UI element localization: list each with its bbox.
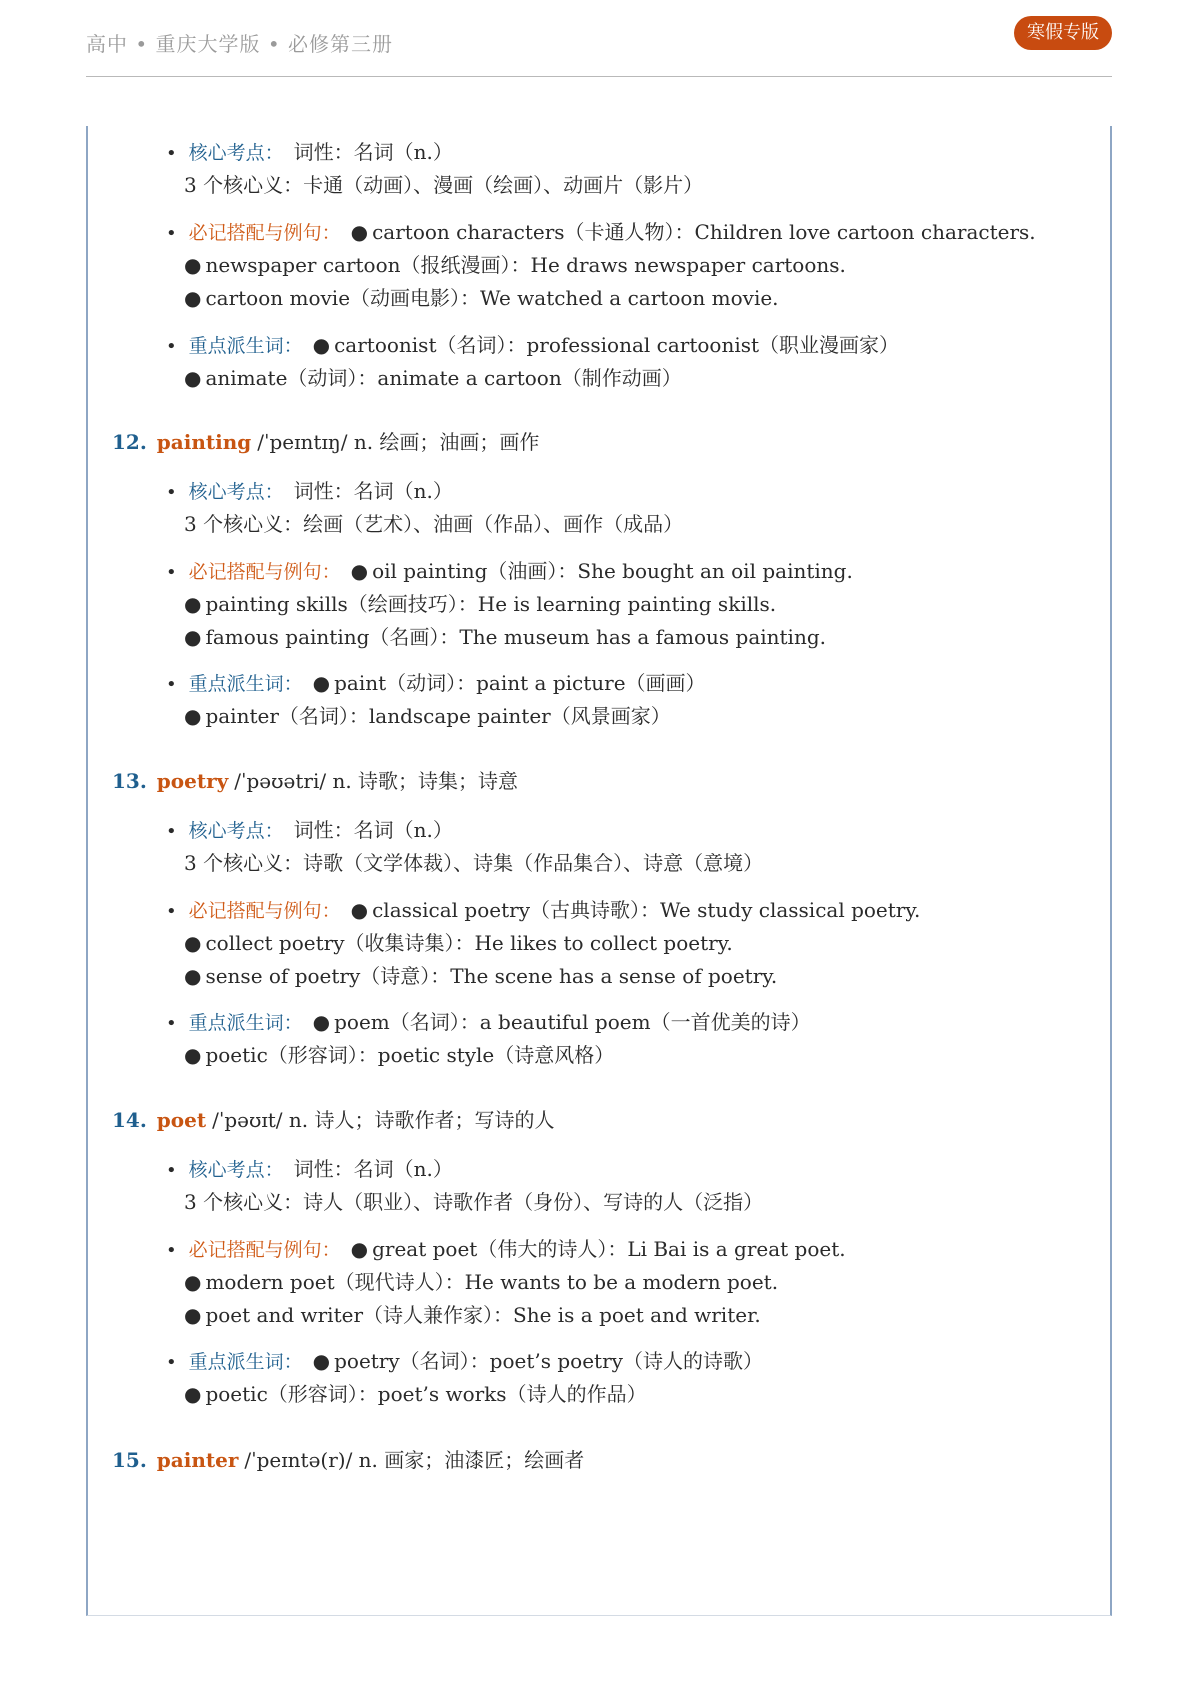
derivative-label: 重点派生词： <box>188 1351 303 1373</box>
collocation-row <box>184 284 779 312</box>
collocation-row <box>166 896 920 926</box>
bullet-icon: ● <box>350 1237 369 1261</box>
small-bullet-icon: • <box>166 1013 177 1034</box>
derivative-row <box>184 364 682 392</box>
collocation-item: famous painting（名画）：The museum has a famous painting. <box>205 625 826 649</box>
collocation-row <box>184 1301 761 1329</box>
collocation-row <box>166 218 1036 248</box>
core-point-label: 核心考点： <box>188 820 284 842</box>
small-bullet-icon: • <box>166 1352 177 1373</box>
entry-definition: /ˈpəʊɪt/ n. 诗人；诗歌作者；写诗的人 <box>212 1108 555 1132</box>
derivative-item: poetic（形容词）：poetic style（诗意风格） <box>205 1043 615 1067</box>
bullet-icon: ● <box>350 559 369 583</box>
collocation-row <box>166 557 853 587</box>
core-point-row <box>166 477 453 507</box>
derivative-row <box>184 1041 614 1069</box>
header-title: 高中 • 重庆大学版 • 必修第三册 <box>86 32 394 56</box>
core-pos: 词性：名词（n.） <box>293 140 453 164</box>
collocation-item: classical poetry（古典诗歌）：We study classical poetry. <box>372 898 921 922</box>
small-bullet-icon: • <box>166 821 177 842</box>
entry-number: 12. <box>112 430 147 454</box>
derivative-row <box>166 1008 811 1038</box>
entry-definition: /ˈpeɪntə(r)/ n. 画家；油漆匠；绘画者 <box>244 1448 585 1472</box>
entry-definition: /ˈpeɪntɪŋ/ n. 绘画；油画；画作 <box>257 430 540 454</box>
small-bullet-icon: • <box>166 674 177 695</box>
derivative-item: painter（名词）：landscape painter（风景画家） <box>205 704 671 728</box>
small-bullet-icon: • <box>166 901 177 922</box>
entry-number: 14. <box>112 1108 147 1132</box>
core-meanings: 3 个核心义：卡通（动画）、漫画（绘画）、动画片（影片） <box>184 173 704 197</box>
bullet-icon: ● <box>184 366 202 390</box>
collocation-item: cartoon characters（卡通人物）：Children love cartoon characters. <box>372 220 1036 244</box>
bullet-icon: ● <box>350 898 369 922</box>
collocation-label: 必记搭配与例句： <box>188 222 341 244</box>
bullet-icon: ● <box>312 671 331 695</box>
small-bullet-icon: • <box>166 223 177 244</box>
core-pos: 词性：名词（n.） <box>293 1157 453 1181</box>
entry-word: painter <box>156 1448 239 1472</box>
derivative-row <box>166 669 706 699</box>
derivative-item: paint（动词）：paint a picture（画画） <box>334 671 706 695</box>
small-bullet-icon: • <box>166 482 177 503</box>
core-point-row <box>166 138 453 168</box>
small-bullet-icon: • <box>166 1160 177 1181</box>
derivative-item: poetry（名词）：poet’s poetry（诗人的诗歌） <box>334 1349 763 1373</box>
entry-number: 13. <box>112 769 147 793</box>
small-bullet-icon: • <box>166 562 177 583</box>
core-meanings: 3 个核心义：诗人（职业）、诗歌作者（身份）、写诗的人（泛指） <box>184 1190 764 1214</box>
derivative-row <box>184 1380 647 1408</box>
entry-word: painting <box>156 430 252 454</box>
derivative-item: poem（名词）：a beautiful poem（一首优美的诗） <box>334 1010 811 1034</box>
bullet-icon: ● <box>184 625 202 649</box>
entry-word: poet <box>156 1108 207 1132</box>
page-header <box>86 24 1112 77</box>
derivative-item: animate（动词）：animate a cartoon（制作动画） <box>205 366 682 390</box>
core-pos: 词性：名词（n.） <box>293 479 453 503</box>
bullet-icon: ● <box>312 1010 331 1034</box>
entry-number: 15. <box>112 1448 147 1472</box>
core-meanings: 3 个核心义：诗歌（文学体裁）、诗集（作品集合）、诗意（意境） <box>184 851 764 875</box>
small-bullet-icon: • <box>166 1240 177 1261</box>
bullet-icon: ● <box>184 1043 202 1067</box>
derivative-row <box>166 331 899 361</box>
derivative-label: 重点派生词： <box>188 335 303 357</box>
core-point-label: 核心考点： <box>188 1159 284 1181</box>
bullet-icon: ● <box>184 931 202 955</box>
collocation-item: painting skills（绘画技巧）：He is learning painting skills. <box>205 592 777 616</box>
bullet-icon: ● <box>184 1270 202 1294</box>
collocation-row <box>184 623 826 651</box>
bullet-icon: ● <box>312 333 331 357</box>
bullet-icon: ● <box>312 1349 331 1373</box>
collocation-label: 必记搭配与例句： <box>188 900 341 922</box>
derivative-row <box>184 702 671 730</box>
collocation-row <box>184 929 733 957</box>
collocation-row <box>184 590 776 618</box>
core-point-row <box>166 816 453 846</box>
core-pos: 词性：名词（n.） <box>293 818 453 842</box>
collocation-row <box>166 1235 846 1265</box>
derivative-row <box>166 1347 763 1377</box>
derivative-item: cartoonist（名词）：professional cartoonist（职业漫画家） <box>334 333 900 357</box>
small-bullet-icon: • <box>166 143 177 164</box>
bullet-icon: ● <box>350 220 369 244</box>
collocation-row <box>184 962 777 990</box>
collocation-item: collect poetry（收集诗集）：He likes to collect poetry. <box>205 931 733 955</box>
collocation-item: oil painting（油画）：She bought an oil painting. <box>372 559 853 583</box>
collocation-label: 必记搭配与例句： <box>188 561 341 583</box>
entry-definition: /ˈpəʊətri/ n. 诗歌；诗集；诗意 <box>234 769 519 793</box>
collocation-item: sense of poetry（诗意）：The scene has a sense of poetry. <box>205 964 778 988</box>
entry-heading <box>112 428 539 456</box>
bullet-icon: ● <box>184 592 202 616</box>
core-meanings: 3 个核心义：绘画（艺术）、油画（作品）、画作（成品） <box>184 512 684 536</box>
entry-word: poetry <box>156 769 229 793</box>
collocation-label: 必记搭配与例句： <box>188 1239 341 1261</box>
collocation-item: great poet（伟大的诗人）：Li Bai is a great poet. <box>372 1237 846 1261</box>
collocation-row <box>184 251 846 279</box>
collocation-item: cartoon movie（动画电影）：We watched a cartoon movie. <box>205 286 779 310</box>
derivative-label: 重点派生词： <box>188 1012 303 1034</box>
core-point-label: 核心考点： <box>188 142 284 164</box>
bullet-icon: ● <box>184 704 202 728</box>
entry-heading <box>112 1106 555 1134</box>
small-bullet-icon: • <box>166 336 177 357</box>
derivative-item: poetic（形容词）：poet’s works（诗人的作品） <box>205 1382 647 1406</box>
bullet-icon: ● <box>184 1382 202 1406</box>
collocation-row <box>184 1268 778 1296</box>
content-panel <box>86 126 1112 1616</box>
entry-heading <box>112 1446 584 1474</box>
bullet-icon: ● <box>184 253 202 277</box>
entry-heading <box>112 767 518 795</box>
bullet-icon: ● <box>184 1303 202 1327</box>
collocation-item: modern poet（现代诗人）：He wants to be a modern poet. <box>205 1270 779 1294</box>
bullet-icon: ● <box>184 964 202 988</box>
collocation-item: poet and writer（诗人兼作家）：She is a poet and writer. <box>205 1303 761 1327</box>
bullet-icon: ● <box>184 286 202 310</box>
derivative-label: 重点派生词： <box>188 673 303 695</box>
core-point-label: 核心考点： <box>188 481 284 503</box>
collocation-item: newspaper cartoon（报纸漫画）：He draws newspaper cartoons. <box>205 253 846 277</box>
edition-badge: 寒假专版 <box>1014 16 1112 50</box>
core-point-row <box>166 1155 453 1185</box>
